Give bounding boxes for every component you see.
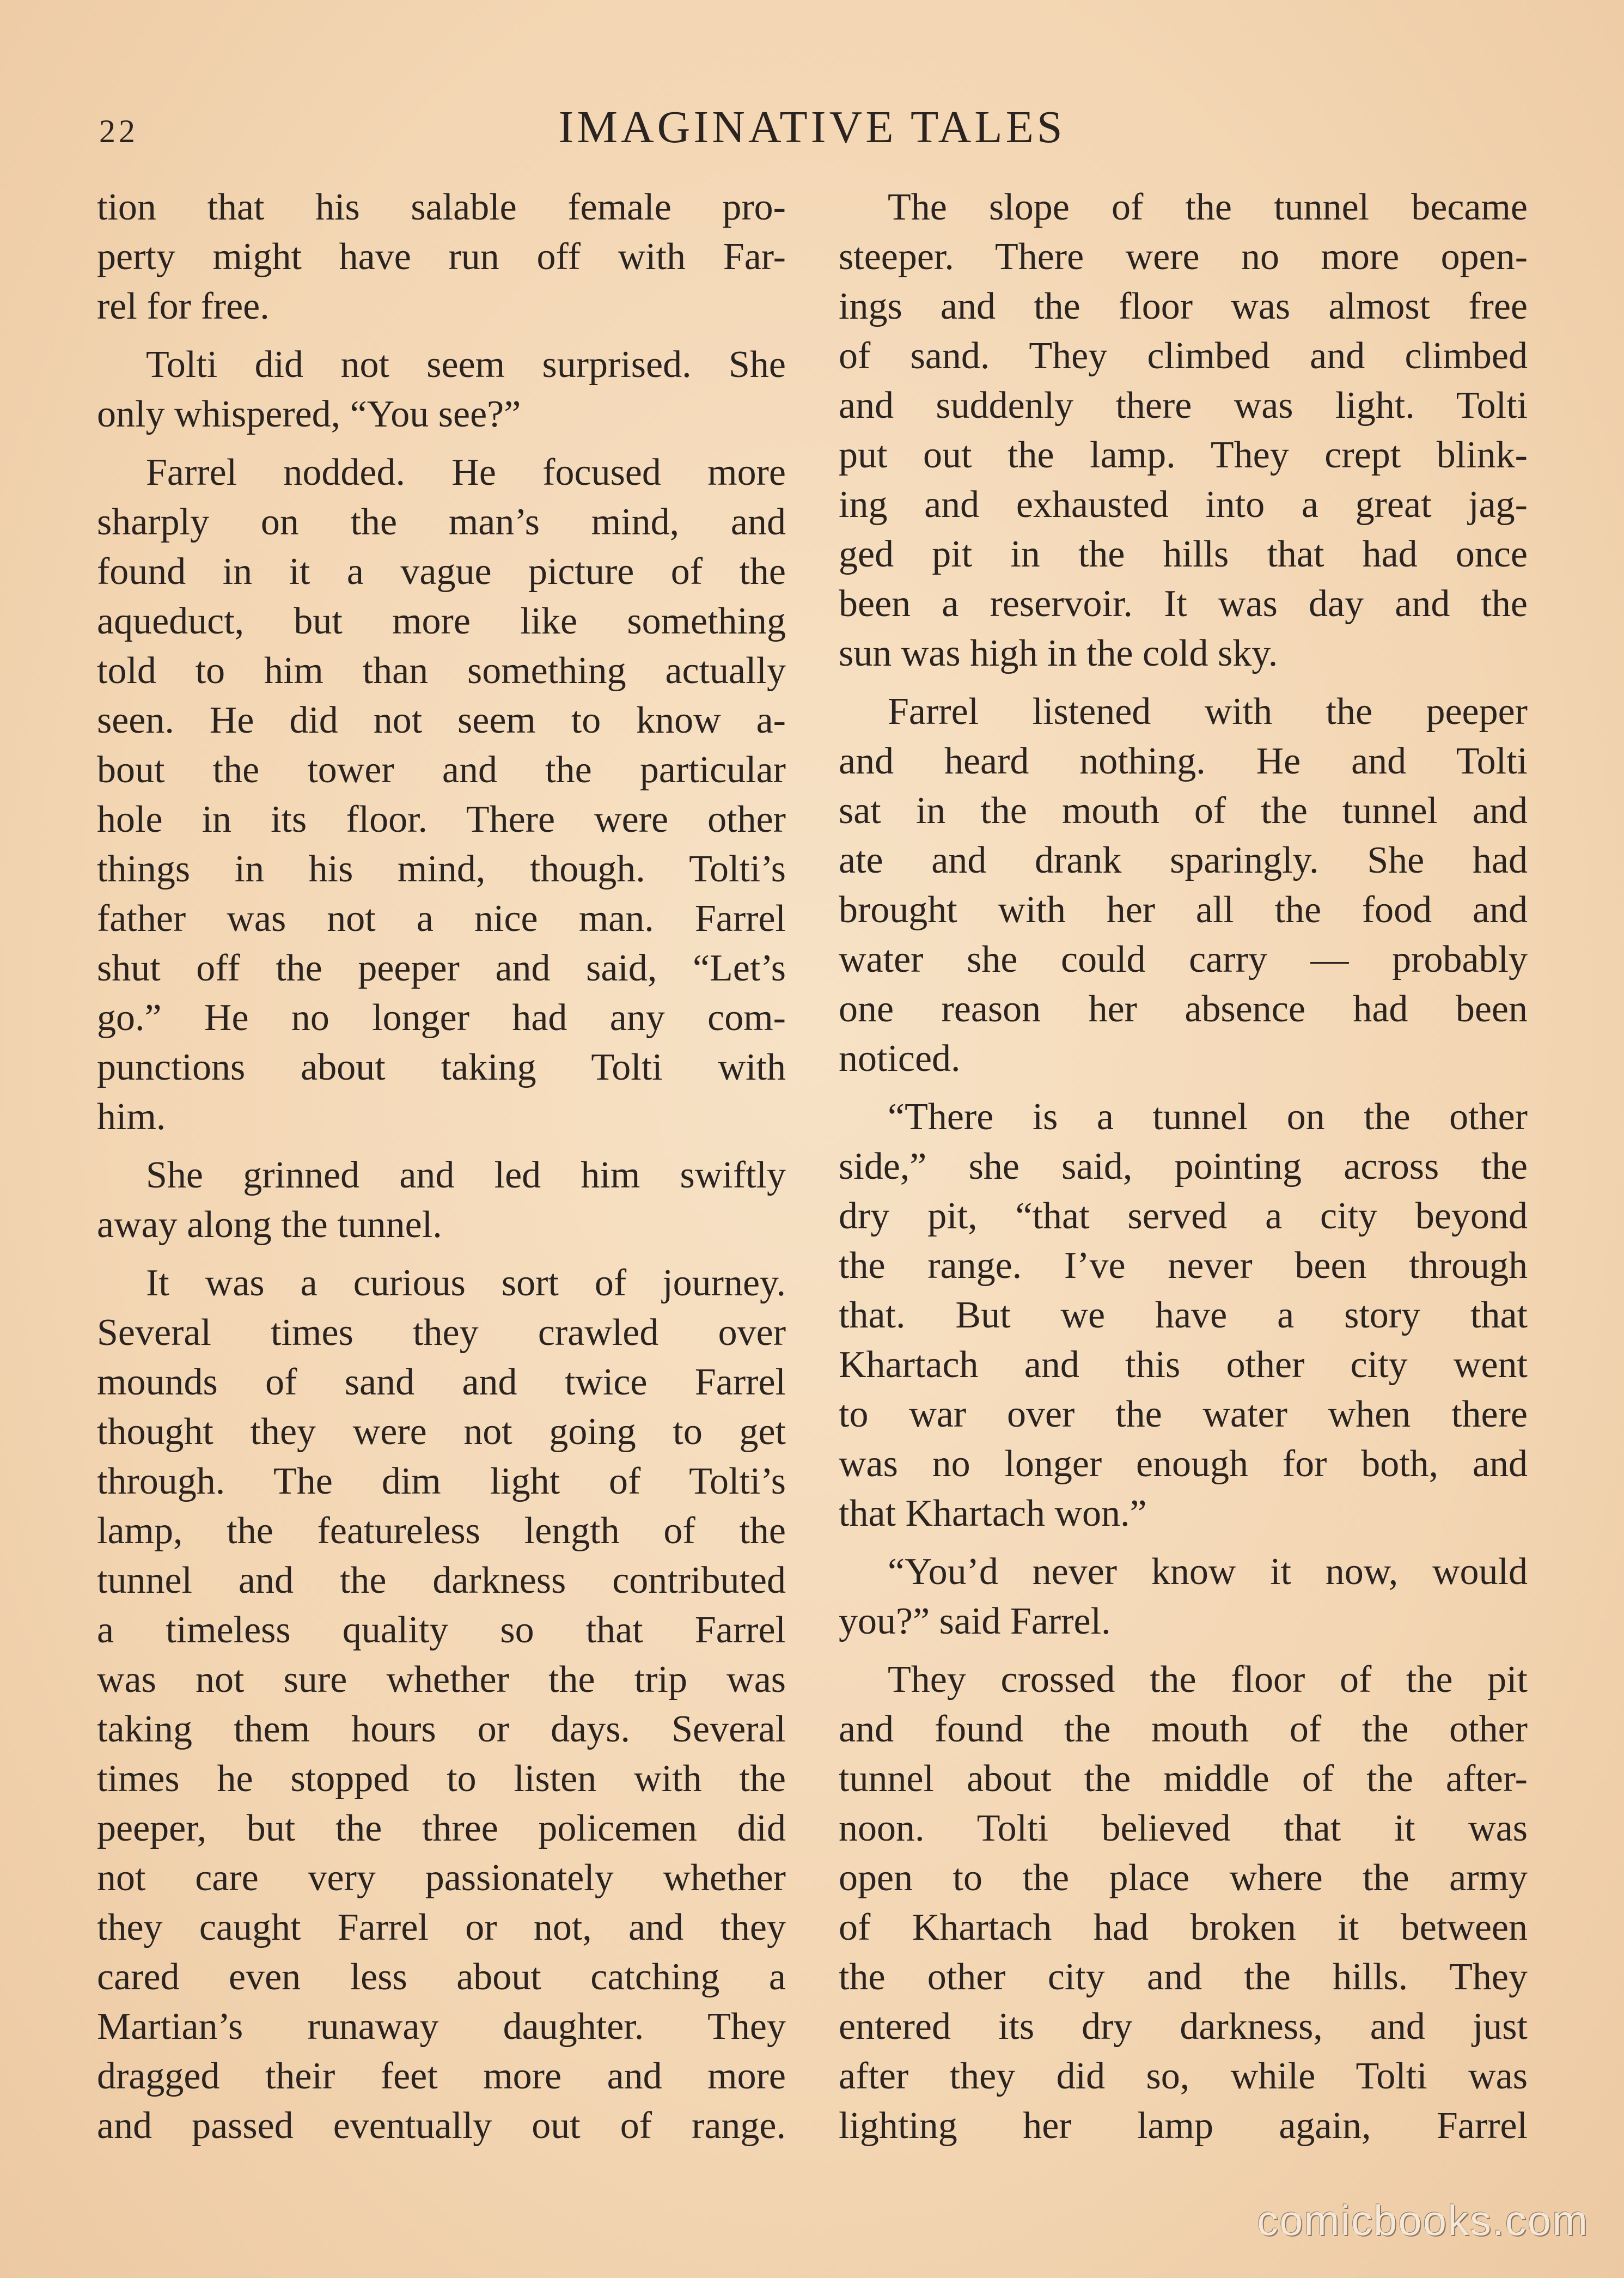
text-line: one reason her absence had been [839,988,1528,1030]
text-line: steeper. There were no more open- [839,236,1528,278]
text-line: water she could carry — probably [839,939,1528,980]
text-line: perty might have run off with Far- [97,236,786,278]
text-line: They crossed the floor of the pit [888,1659,1528,1701]
paragraph [97,182,786,331]
text-line: tunnel and the darkness contributed [97,1560,786,1601]
text-line: they caught Farrel or not, and they [97,1907,786,1948]
text-line: She grinned and led him swiftly [146,1154,786,1196]
text-line: told to him than something actually [97,650,786,692]
text-line: ate and drank sparingly. She had [839,839,1528,881]
paragraph [839,182,1528,678]
text-line: that Khartach won.” [839,1493,1147,1534]
text-line: was no longer enough for both, and [839,1443,1528,1485]
text-line: Martian’s runaway daughter. They [97,2006,786,2048]
text-line: a timeless quality so that Farrel [97,1609,786,1651]
text-line: cared even less about catching a [97,1956,786,1998]
text-line: thought they were not going to get [97,1411,786,1453]
text-line: “There is a tunnel on the other [888,1096,1528,1138]
text-line: not care very passionately whether [97,1857,786,1899]
text-line: punctions about taking Tolti with [97,1046,786,1088]
text-line: was not sure whether the trip was [97,1659,786,1701]
text-line: dry pit, “that served a city beyond [839,1195,1528,1237]
text-line: and passed eventually out of range. [97,2105,786,2147]
paragraph [839,1547,1528,1646]
text-line: and heard nothing. He and Tolti [839,740,1528,782]
right-column [839,182,1528,2159]
text-line: him. [97,1096,166,1138]
text-line: that. But we have a story that [839,1294,1528,1336]
text-line: entered its dry darkness, and just [839,2006,1528,2048]
paragraph [839,687,1528,1083]
text-line: dragged their feet more and more [97,2055,786,2097]
left-column [97,182,786,2159]
paragraph [97,1150,786,1250]
text-line: go.” He no longer had any com- [97,997,786,1039]
text-line: of sand. They climbed and climbed [839,335,1528,377]
text-line: to war over the water when there [839,1393,1528,1435]
text-line: shut off the peeper and said, “Let’s [97,947,786,989]
text-line: you?” said Farrel. [839,1600,1111,1642]
text-line: aqueduct, but more like something [97,600,786,642]
text-line: through. The dim light of Tolti’s [97,1460,786,1502]
text-line: and suddenly there was light. Tolti [839,385,1528,427]
paragraph [839,1092,1528,1538]
text-line: put out the lamp. They crept blink- [839,434,1528,476]
text-line: peeper, but the three policemen did [97,1807,786,1849]
text-line: Khartach and this other city went [839,1344,1528,1386]
text-line: ings and the floor was almost free [839,285,1528,327]
text-line: hole in its floor. There were other [97,799,786,840]
text-line: “You’d never know it now, would [888,1551,1528,1593]
paragraph [97,1258,786,2151]
paragraph [97,448,786,1142]
text-line: ing and exhausted into a great jag- [839,484,1528,526]
text-line: things in his mind, though. Tolti’s [97,848,786,890]
text-line: side,” she said, pointing across the [839,1146,1528,1187]
text-line: noon. Tolti believed that it was [839,1807,1528,1849]
text-line: sun was high in the cold sky. [839,632,1278,674]
text-line: mounds of sand and twice Farrel [97,1361,786,1403]
text-line: father was not a nice man. Farrel [97,898,786,940]
text-line: found in it a vague picture of the [97,551,786,593]
text-line: open to the place where the army [839,1857,1528,1899]
running-title: IMAGINATIVE TALES [558,102,1066,153]
text-line: only whispered, “You see?” [97,393,521,435]
text-line: rel for free. [97,285,270,327]
text-line: sharply on the man’s mind, and [97,501,786,543]
text-line: and found the mouth of the other [839,1708,1528,1750]
text-line: ged pit in the hills that had once [839,533,1528,575]
text-line: tunnel about the middle of the after- [839,1758,1528,1800]
text-line: brought with her all the food and [839,889,1528,931]
text-line: Farrel listened with the peeper [888,691,1528,733]
page-header [0,101,1624,166]
text-line: sat in the mouth of the tunnel and [839,790,1528,832]
text-line: tion that his salable female pro- [97,186,786,228]
text-line: Tolti did not seem surprised. She [146,344,786,386]
text-line: the range. I’ve never been through [839,1245,1528,1287]
text-line: Farrel nodded. He focused more [146,452,786,494]
paragraph [97,340,786,439]
paragraph [839,1655,1528,2151]
text-line: taking them hours or days. Several [97,1708,786,1750]
watermark: comicbooks.com [1257,2196,1589,2244]
text-line: noticed. [839,1038,961,1080]
text-line: been a reservoir. It was day and the [839,583,1528,625]
text-line: seen. He did not seem to know a- [97,699,786,741]
page-number: 22 [99,113,138,149]
text-line: lamp, the featureless length of the [97,1510,786,1552]
text-line: The slope of the tunnel became [888,186,1528,228]
text-line: the other city and the hills. They [839,1956,1528,1998]
text-line: of Khartach had broken it between [839,1907,1528,1948]
text-line: bout the tower and the particular [97,749,786,791]
text-line: Several times they crawled over [97,1312,786,1354]
text-line: times he stopped to listen with the [97,1758,786,1800]
text-line: It was a curious sort of journey. [146,1262,786,1304]
text-line: away along the tunnel. [97,1204,442,1246]
text-line: lighting her lamp again, Farrel [839,2105,1528,2147]
text-line: after they did so, while Tolti was [839,2055,1528,2097]
